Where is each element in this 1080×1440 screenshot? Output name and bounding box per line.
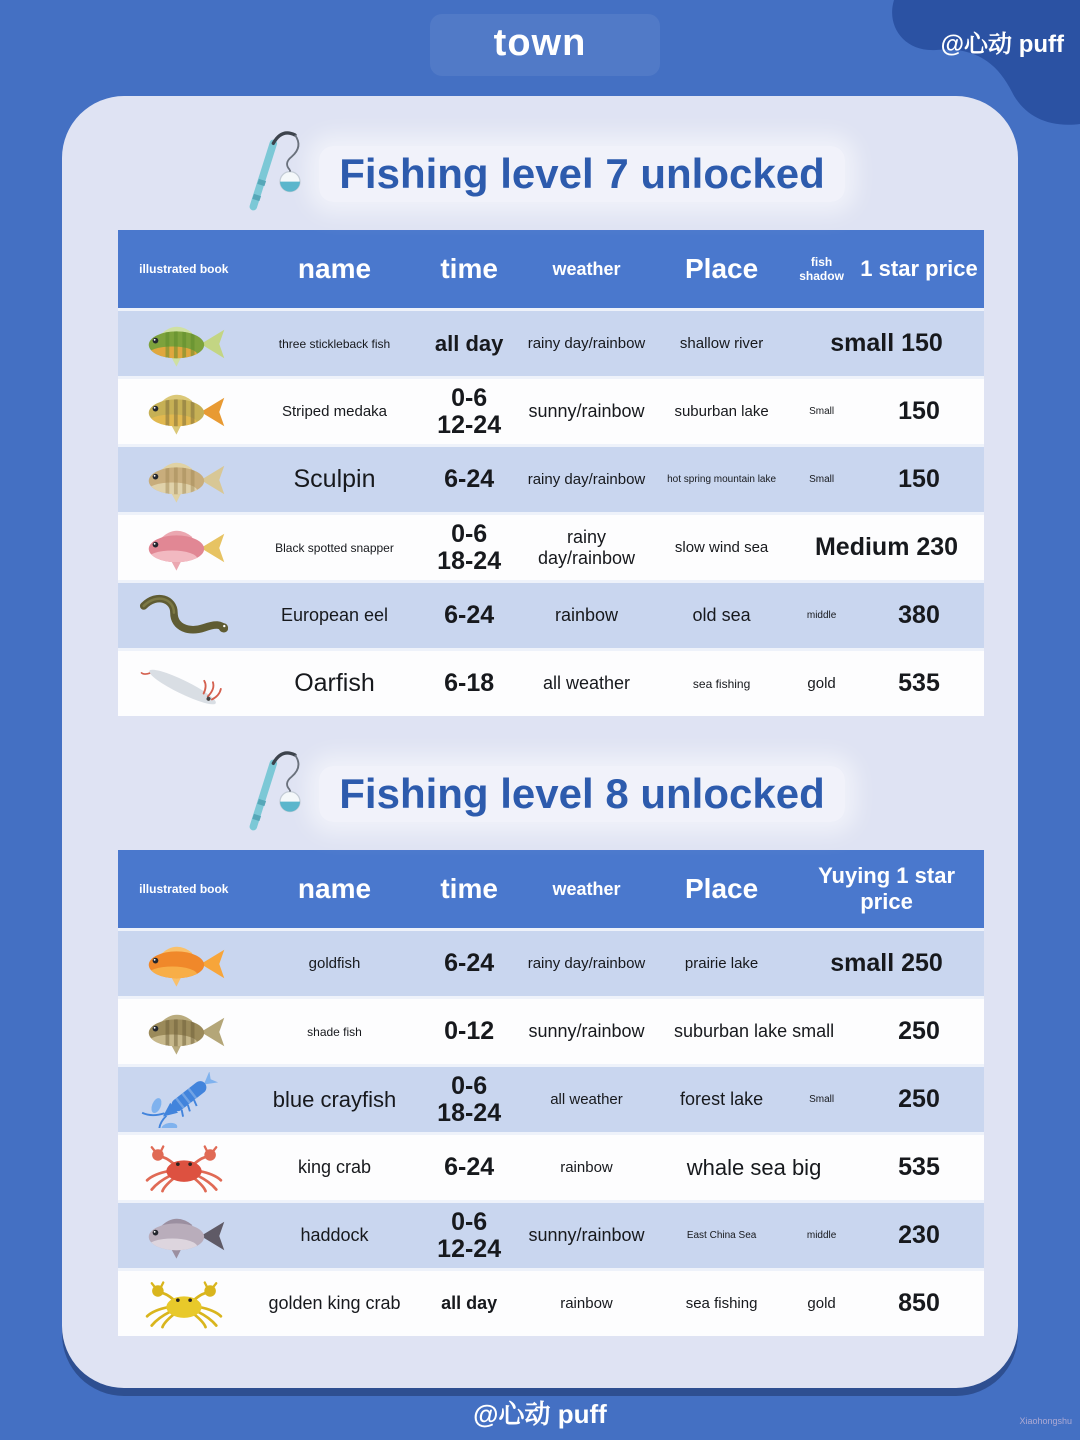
section-title: Fishing level 8 unlocked: [319, 766, 844, 822]
fish-table: [118, 230, 984, 716]
table-row: [118, 928, 984, 996]
content-card: [62, 96, 1018, 1388]
shade-fish-icon: [118, 999, 250, 1064]
section-title-row: [62, 738, 1018, 850]
cell-price: 150: [898, 397, 940, 425]
cell-weather: rainy day/rainbow: [527, 471, 646, 488]
column-header-shadow: fish shadow: [799, 255, 844, 283]
platform-watermark: Xiaohongshu: [1019, 1416, 1072, 1426]
cell-name: blue crayfish: [272, 1086, 397, 1112]
cell-weather: rainy day/rainbow: [537, 526, 636, 568]
table-row: [118, 308, 984, 376]
cell-time: 0-6 12-24: [437, 384, 502, 439]
table-row: [118, 512, 984, 580]
cell-place: slow wind sea: [674, 539, 769, 556]
king-crab-icon: [118, 1135, 250, 1200]
cell-price: 850: [898, 1289, 940, 1317]
cell-name: haddock: [300, 1225, 369, 1245]
author-credit-top: @心动 puff: [940, 31, 1064, 58]
column-header-time: time: [440, 873, 498, 904]
fishing-level-section-8: [62, 738, 1018, 1336]
table-row: [118, 648, 984, 716]
cell-place: whale sea big: [686, 1154, 822, 1180]
column-header-name: name: [297, 873, 372, 904]
table-header-row: [118, 850, 984, 928]
cell-price: 230: [898, 1221, 940, 1249]
cell-time: 6-24: [444, 465, 495, 494]
column-header-book: illustrated book: [139, 882, 229, 896]
cell-weather: sunny/rainbow: [528, 1225, 645, 1245]
cell-place: sea fishing: [685, 1295, 758, 1312]
cell-price: 535: [898, 1153, 940, 1181]
blue-crayfish-icon: [118, 1067, 250, 1132]
cell-price: 535: [898, 669, 940, 697]
table-row: [118, 444, 984, 512]
fishing-level-section-7: [62, 118, 1018, 716]
sculpin-icon: [118, 447, 250, 512]
cell-name: shade fish: [307, 1024, 362, 1039]
cell-place: East China Sea: [686, 1230, 757, 1241]
cell-time: 0-6 18-24: [437, 520, 502, 575]
golden-king-crab-icon: [118, 1271, 250, 1336]
cell-shadow: middle: [806, 610, 837, 621]
black-spotted-snapper-icon: [118, 515, 250, 580]
cell-time: 0-12: [444, 1017, 495, 1046]
haddock-icon: [118, 1203, 250, 1268]
cell-name: Sculpin: [293, 465, 376, 493]
column-header-time: time: [440, 253, 498, 284]
cell-price: 150: [898, 465, 940, 493]
author-credit-bottom: @心动 puff: [473, 1399, 607, 1429]
table-row: [118, 580, 984, 648]
cell-name: Striped medaka: [281, 403, 388, 420]
cell-time: 0-6 12-24: [437, 1208, 502, 1263]
european-eel-icon: [118, 583, 250, 648]
cell-name: European eel: [280, 605, 389, 625]
column-header-place: Place: [684, 253, 759, 284]
cell-shadow: Small: [809, 1094, 835, 1105]
cell-place: suburban lake small: [674, 1021, 835, 1041]
cell-place: hot spring mountain lake: [667, 474, 777, 485]
cell-weather: all weather: [542, 673, 630, 693]
cell-name: Black spotted snapper: [275, 540, 394, 555]
cell-price: 250: [898, 1085, 940, 1113]
cell-weather: rainbow: [554, 605, 618, 625]
cell-shadow: middle: [806, 1230, 837, 1241]
section-title: Fishing level 7 unlocked: [319, 146, 844, 202]
cell-weather: sunny/rainbow: [528, 1021, 645, 1041]
cell-place: forest lake: [680, 1089, 764, 1109]
table-header-row: [118, 230, 984, 308]
cell-place: old sea: [692, 605, 751, 625]
cell-price: Medium 230: [814, 533, 959, 561]
goldfish-icon: [118, 931, 250, 996]
cell-price: small 150: [830, 329, 943, 357]
cell-time: 0-6 18-24: [437, 1072, 502, 1127]
section-title-row: [62, 118, 1018, 230]
cell-place: suburban lake: [674, 403, 769, 420]
column-header-price: Yuying 1 star price: [818, 863, 956, 914]
cell-time: 6-24: [444, 1153, 495, 1182]
column-header-weather: weather: [552, 258, 621, 279]
cell-name: golden king crab: [268, 1293, 401, 1313]
table-row: [118, 376, 984, 444]
table-row: [118, 1132, 984, 1200]
cell-weather: sunny/rainbow: [528, 401, 645, 421]
cell-weather: rainbow: [560, 1295, 613, 1312]
cell-time: 6-18: [444, 669, 495, 698]
cell-name: goldfish: [308, 955, 361, 972]
cell-weather: rainy day/rainbow: [527, 955, 646, 972]
cell-place: sea fishing: [692, 676, 751, 691]
cell-name: three stickleback fish: [278, 336, 391, 351]
cell-time: 6-24: [444, 949, 495, 978]
cell-name: king crab: [297, 1157, 372, 1177]
cell-weather: rainbow: [560, 1159, 613, 1176]
cell-price: 250: [898, 1017, 940, 1045]
cell-weather: rainy day/rainbow: [527, 335, 646, 352]
cell-shadow: Small: [809, 406, 835, 417]
column-header-name: name: [297, 253, 372, 284]
cell-place: shallow river: [679, 335, 764, 352]
column-header-weather: weather: [552, 878, 621, 899]
cell-weather: all weather: [550, 1091, 623, 1108]
table-row: [118, 1064, 984, 1132]
table-row: [118, 1268, 984, 1336]
cell-time: all day: [434, 330, 504, 356]
cell-time: 6-24: [444, 601, 495, 630]
fish-table: [118, 850, 984, 1336]
column-header-book: illustrated book: [139, 262, 229, 276]
cell-place: prairie lake: [684, 955, 759, 972]
cell-price: 380: [898, 601, 940, 629]
table-row: [118, 996, 984, 1064]
striped-medaka-icon: [118, 379, 250, 444]
cell-name: Oarfish: [294, 669, 375, 697]
page-title: town: [493, 22, 587, 64]
column-header-price: 1 star price: [860, 256, 978, 281]
three-stickleback-fish-icon: [118, 311, 250, 376]
cell-shadow: Small: [809, 474, 835, 485]
fishing-rod-icon: [235, 125, 315, 220]
oarfish-icon: [118, 651, 250, 716]
cell-shadow: gold: [807, 675, 836, 692]
cell-shadow: gold: [807, 1295, 836, 1312]
fishing-rod-icon: [235, 745, 315, 840]
sections-container: [62, 118, 1018, 1336]
column-header-place: Place: [684, 873, 759, 904]
cell-price: small 250: [830, 949, 943, 977]
table-row: [118, 1200, 984, 1268]
cell-time: all day: [441, 1293, 498, 1314]
